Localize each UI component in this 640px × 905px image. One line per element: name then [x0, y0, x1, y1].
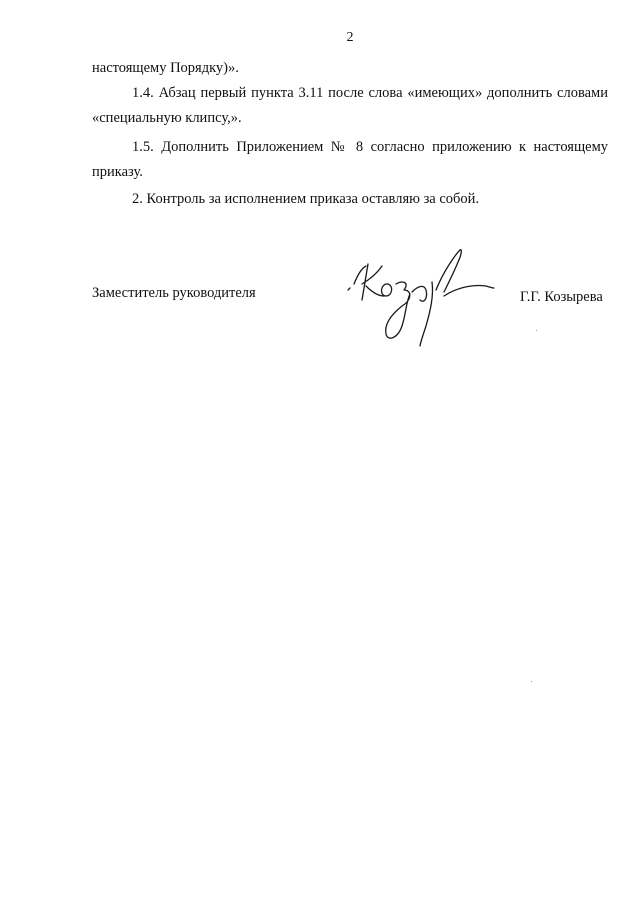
- page-number: 2: [346, 30, 354, 45]
- paragraph-1-4: [92, 81, 608, 131]
- signer-name: Г.Г. Козырева: [520, 289, 603, 305]
- paragraph-2: [92, 187, 608, 212]
- continuation-text: настоящему Порядку)».: [92, 60, 239, 76]
- handwritten-signature: [340, 240, 500, 350]
- continuation-paragraph: [92, 56, 608, 81]
- scan-speck: [536, 330, 537, 331]
- paragraph-1-5-text: 1.5. Дополнить Приложением № 8 согласно приложению к настоящему приказу.: [92, 139, 608, 180]
- paragraph-1-5: [92, 135, 608, 185]
- scan-speck: [531, 681, 532, 682]
- signer-position-title: Заместитель руководителя: [92, 285, 256, 301]
- paragraph-2-text: 2. Контроль за исполнением приказа оставляю за собой.: [132, 191, 480, 207]
- paragraph-1-4-text: 1.4. Абзац первый пункта 3.11 после слова «имеющих» дополнить словами «специальную клипсу,».: [92, 85, 608, 126]
